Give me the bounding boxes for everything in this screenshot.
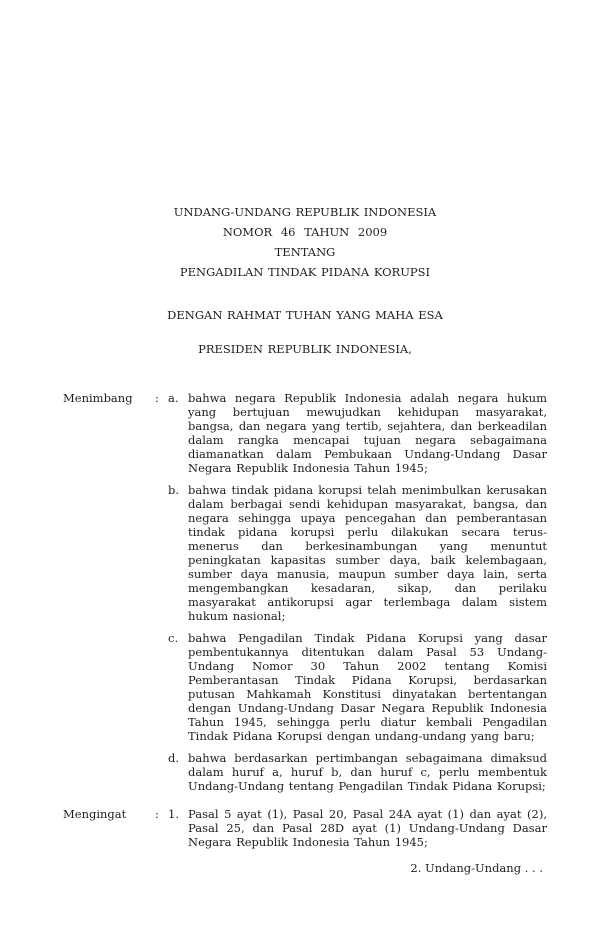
- item-marker: b.: [168, 483, 180, 497]
- considering-item-d: [168, 751, 547, 793]
- considering-label: Menimbang: [63, 391, 133, 405]
- item-marker: 1.: [168, 807, 179, 821]
- considering-colon: :: [155, 391, 159, 405]
- doc-title-line-2: NOMOR 46 TAHUN 2009: [222, 225, 388, 239]
- recalling-section: [63, 807, 547, 849]
- document-header: [63, 202, 547, 282]
- doc-title-line-3: TENTANG: [274, 245, 336, 259]
- considering-row: [63, 391, 547, 793]
- page-continuation-marker: 2. Undang-Undang . . .: [410, 861, 543, 875]
- considering-item-c: [168, 631, 547, 743]
- item-text: bahwa tindak pidana korupsi telah menimbulkan kerusakan dalam berbagai sendi kehidupan masyarakat, bangsa, dan negara sehingga upaya pencegahan dan pemberantasan tindak pidana korupsi perlu dilakukan secara terus-menerus dan berkesinambungan yang menuntut peningkatan kapasitas sumber daya, baik kelembagaan, sumber daya manusia, maupun sumber daya lain, serta mengembangkan kesadaran, sikap, dan perilaku masyarakat antikorupsi agar terlembaga dalam sistem hukum nasional;: [188, 483, 547, 623]
- item-text: bahwa berdasarkan pertimbangan sebagaimana dimaksud dalam huruf a, huruf b, dan huruf c, perlu membentuk Undang-Undang tentang Pengadilan Tindak Pidana Korupsi;: [188, 751, 547, 793]
- recalling-row: [63, 807, 547, 849]
- doc-title-line-4: PENGADILAN TINDAK PIDANA KORUPSI: [179, 265, 431, 279]
- considering-section: [63, 391, 547, 793]
- recalling-label: Mengingat: [63, 807, 127, 821]
- item-marker: c.: [168, 631, 179, 645]
- item-text: bahwa Pengadilan Tindak Pidana Korupsi yang dasar pembentukannya ditentukan dalam Pasal 53 Undang-Undang Nomor 30 Tahun 2002 tentang Komisi Pemberantasan Tindak Pidana Korupsi, berdasarkan putusan Mahkamah Konstitusi dinyatakan bertentangan dengan Undang-Undang Dasar Negara Republik Indonesia Tahun 1945, sehingga perlu diatur kembali Pengadilan Tindak Pidana Korupsi dengan undang-undang yang baru;: [188, 631, 547, 743]
- recalling-item-1: [168, 807, 547, 849]
- considering-item-b: [168, 483, 547, 623]
- item-text: bahwa negara Republik Indonesia adalah negara hukum yang bertujuan mewujudkan kehidupan masyarakat, bangsa, dan negara yang tertib, sejahtera, dan berkeadilan dalam rangka mencapai tujuan negara sebagaimana diamanatkan dalam Pembukaan Undang-Undang Dasar Negara Republik Indonesia Tahun 1945;: [188, 391, 547, 475]
- invocation-line: DENGAN RAHMAT TUHAN YANG MAHA ESA: [167, 308, 443, 322]
- issuer-line: PRESIDEN REPUBLIK INDONESIA,: [198, 342, 412, 356]
- item-marker: a.: [168, 391, 179, 405]
- item-marker: d.: [168, 751, 180, 765]
- recalling-items: [168, 807, 547, 849]
- considering-items: [168, 391, 547, 793]
- considering-item-a: [168, 391, 547, 475]
- doc-title-line-1: UNDANG-UNDANG REPUBLIK INDONESIA: [173, 205, 437, 219]
- item-text: Pasal 5 ayat (1), Pasal 20, Pasal 24A ayat (1) dan ayat (2), Pasal 25, dan Pasal 28D ayat (1) Undang-Undang Dasar Negara Republik Indonesia Tahun 1945;: [188, 807, 547, 849]
- recalling-colon: :: [155, 807, 159, 821]
